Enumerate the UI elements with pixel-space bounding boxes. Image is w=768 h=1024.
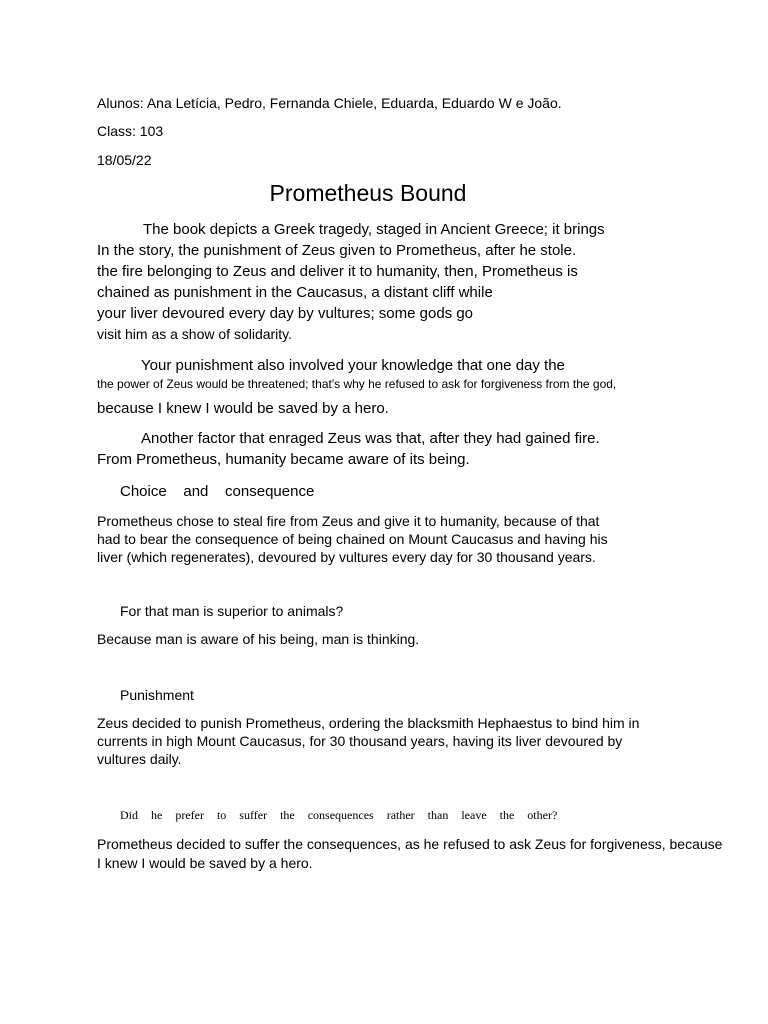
intro-p1-line: the fire belonging to Zeus and deliver it to humanity, then, Prometheus is — [97, 263, 578, 280]
intro-p2-line: because I knew I would be saved by a hero. — [97, 400, 389, 417]
choice-line: had to bear the consequence of being chained on Mount Caucasus and having his — [97, 531, 608, 547]
date-line: 18/05/22 — [97, 152, 152, 168]
intro-p1-line: visit him as a show of solidarity. — [97, 326, 293, 342]
prefer-line: Prometheus decided to suffer the consequences, as he refused to ask Zeus for forgiveness, because — [97, 836, 723, 852]
intro-p1-line: chained as punishment in the Caucasus, a distant cliff while — [97, 284, 493, 301]
section-heading-prefer: Did he prefer to suffer the consequences rather than leave the other? — [120, 808, 558, 822]
section-heading-superior: For that man is superior to animals? — [120, 603, 344, 619]
intro-p3-line: From Prometheus, humanity became aware of its being. — [97, 451, 470, 468]
superior-line: Because man is aware of his being, man is thinking. — [97, 631, 420, 647]
intro-p1-line: In the story, the punishment of Zeus given to Prometheus, after he stole. — [97, 242, 577, 259]
intro-p2-line: Your punishment also involved your knowledge that one day the — [141, 357, 565, 374]
section-heading-choice: Choice and consequence — [120, 483, 315, 500]
punishment-line: currents in high Mount Caucasus, for 30 thousand years, having its liver devoured by — [97, 733, 623, 749]
choice-line: liver (which regenerates), devoured by vultures every day for 30 thousand years. — [97, 549, 596, 565]
prefer-line: I knew I would be saved by a hero. — [97, 855, 313, 871]
class-line: Class: 103 — [97, 123, 164, 139]
punishment-line: Zeus decided to punish Prometheus, ordering the blacksmith Hephaestus to bind him in — [97, 715, 640, 731]
choice-line: Prometheus chose to steal fire from Zeus and give it to humanity, because of that — [97, 513, 600, 529]
intro-p3-line: Another factor that enraged Zeus was that, after they had gained fire. — [141, 430, 600, 447]
punishment-line: vultures daily. — [97, 751, 182, 767]
intro-p1-line: your liver devoured every day by vultures; some gods go — [97, 305, 474, 322]
page-title: Prometheus Bound — [269, 180, 467, 206]
intro-p2-line: the power of Zeus would be threatened; that's why he refused to ask for forgiveness from the god, — [97, 377, 617, 391]
intro-p1-line: The book depicts a Greek tragedy, staged in Ancient Greece; it brings — [143, 221, 605, 238]
students-line: Alunos: Ana Letícia, Pedro, Fernanda Chiele, Eduarda, Eduardo W e João. — [97, 95, 562, 111]
section-heading-punishment: Punishment — [120, 687, 194, 703]
